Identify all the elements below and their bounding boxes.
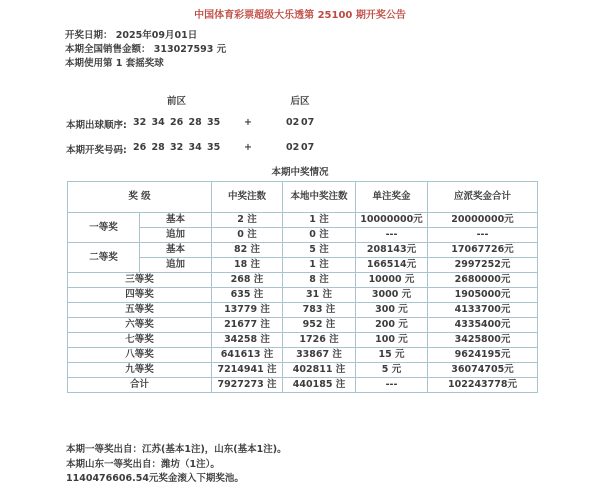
prize-level-cell: 九等奖	[68, 363, 212, 378]
single-prize-cell: 5 元	[356, 363, 428, 378]
local-count-cell: 31 注	[283, 288, 356, 303]
front-number: 28	[151, 142, 165, 153]
local-count-cell: 402811 注	[283, 363, 356, 378]
draw-result-row	[0, 142, 600, 154]
draw-order-back-numbers	[286, 117, 314, 128]
prize-level-cell: 七等奖	[68, 333, 212, 348]
front-number: 35	[207, 117, 221, 128]
single-prize-cell: ---	[356, 378, 428, 393]
back-number: 02	[286, 117, 300, 128]
count-cell: 268 注	[212, 273, 283, 288]
prize-level-cell: 六等奖	[68, 318, 212, 333]
total-prize-cell: ---	[428, 228, 538, 243]
total-prize-cell: 4133700元	[428, 303, 538, 318]
sales-amount-line: 本期全国销售金额： 313027593 元	[65, 44, 227, 55]
sub-type-cell: 追加	[140, 258, 212, 273]
local-count-cell: 0 注	[283, 228, 356, 243]
single-prize-cell: 3000 元	[356, 288, 428, 303]
count-cell: 82 注	[212, 243, 283, 258]
sub-type-cell: 基本	[140, 213, 212, 228]
prize-level-cell: 八等奖	[68, 348, 212, 363]
local-count-cell: 1726 注	[283, 333, 356, 348]
count-cell: 18 注	[212, 258, 283, 273]
table-row	[68, 273, 538, 288]
front-number: 26	[170, 117, 184, 128]
front-number: 28	[188, 117, 202, 128]
front-number: 34	[188, 142, 202, 153]
local-count-cell: 1 注	[283, 213, 356, 228]
total-prize-cell: 4335400元	[428, 318, 538, 333]
header-winning-count: 中奖注数	[212, 182, 283, 213]
back-number: 02	[286, 142, 300, 153]
front-number: 26	[133, 142, 147, 153]
header-total-prize: 应派奖金合计	[428, 182, 538, 213]
back-number: 07	[301, 117, 315, 128]
draw-order-label: 本期出球顺序:	[66, 120, 127, 131]
page-title: 中国体育彩票超级大乐透第 25100 期开奖公告	[194, 10, 406, 21]
count-cell: 7927273 注	[212, 378, 283, 393]
table-row	[68, 243, 538, 258]
header-single-prize: 单注奖金	[356, 182, 428, 213]
prize-level-cell: 四等奖	[68, 288, 212, 303]
back-zone-label: 后区	[290, 96, 310, 107]
table-row	[68, 288, 538, 303]
single-prize-cell: 166514元	[356, 258, 428, 273]
total-prize-cell: 3425800元	[428, 333, 538, 348]
header-local-winning-count: 本地中奖注数	[283, 182, 356, 213]
jackpot-rollover-line: 1140476606.54元奖金滚入下期奖池。	[66, 473, 244, 484]
prize-level-cell: 合计	[68, 378, 212, 393]
table-total-row	[68, 378, 538, 393]
draw-order-front-numbers	[133, 117, 220, 128]
sub-type-cell: 追加	[140, 228, 212, 243]
front-number: 34	[151, 117, 165, 128]
prize-level-cell: 三等奖	[68, 273, 212, 288]
table-row	[68, 348, 538, 363]
local-count-cell: 952 注	[283, 318, 356, 333]
draw-result-front-numbers	[133, 142, 220, 153]
table-row	[68, 363, 538, 378]
total-prize-cell: 102243778元	[428, 378, 538, 393]
draw-result-back-numbers	[286, 142, 314, 153]
count-cell: 7214941 注	[212, 363, 283, 378]
total-prize-cell: 36074705元	[428, 363, 538, 378]
back-number: 07	[301, 142, 315, 153]
total-prize-cell: 20000000元	[428, 213, 538, 228]
single-prize-cell: ---	[356, 228, 428, 243]
plus-separator: +	[244, 142, 252, 153]
local-count-cell: 783 注	[283, 303, 356, 318]
single-prize-cell: 300 元	[356, 303, 428, 318]
total-prize-cell: 1905000元	[428, 288, 538, 303]
draw-result-label: 本期开奖号码:	[66, 145, 127, 156]
local-count-cell: 33867 注	[283, 348, 356, 363]
ball-set-line: 本期使用第 1 套摇奖球	[65, 58, 164, 69]
local-count-cell: 5 注	[283, 243, 356, 258]
count-cell: 34258 注	[212, 333, 283, 348]
local-count-cell: 8 注	[283, 273, 356, 288]
prize-table-title: 本期中奖情况	[271, 167, 329, 178]
table-row	[68, 318, 538, 333]
first-prize-origin-line: 本期一等奖出自：江苏(基本1注)，山东(基本1注)。	[66, 444, 287, 455]
single-prize-cell: 10000000元	[356, 213, 428, 228]
front-zone-label: 前区	[166, 96, 186, 107]
local-count-cell: 1 注	[283, 258, 356, 273]
footer-notes	[66, 443, 287, 487]
prize-level-cell: 二等奖	[68, 243, 140, 273]
count-cell: 2 注	[212, 213, 283, 228]
single-prize-cell: 15 元	[356, 348, 428, 363]
draw-order-row	[0, 117, 600, 129]
total-prize-cell: 2997252元	[428, 258, 538, 273]
single-prize-cell: 100 元	[356, 333, 428, 348]
header-prize-level: 奖 级	[68, 182, 212, 213]
single-prize-cell: 208143元	[356, 243, 428, 258]
prize-level-cell: 五等奖	[68, 303, 212, 318]
draw-date-line: 开奖日期： 2025年09月01日	[65, 30, 198, 41]
plus-separator: +	[244, 117, 252, 128]
front-number: 32	[170, 142, 184, 153]
total-prize-cell: 17067726元	[428, 243, 538, 258]
sub-type-cell: 基本	[140, 243, 212, 258]
prize-table	[67, 181, 538, 393]
count-cell: 641613 注	[212, 348, 283, 363]
total-prize-cell: 9624195元	[428, 348, 538, 363]
table-row	[68, 333, 538, 348]
single-prize-cell: 10000 元	[356, 273, 428, 288]
table-row	[68, 303, 538, 318]
front-number: 32	[133, 117, 147, 128]
single-prize-cell: 200 元	[356, 318, 428, 333]
front-number: 35	[207, 142, 221, 153]
prize-level-cell: 一等奖	[68, 213, 140, 243]
local-count-cell: 440185 注	[283, 378, 356, 393]
count-cell: 21677 注	[212, 318, 283, 333]
count-cell: 13779 注	[212, 303, 283, 318]
total-prize-cell: 2680000元	[428, 273, 538, 288]
table-header-row	[68, 182, 538, 213]
draw-info-block	[65, 29, 226, 71]
count-cell: 635 注	[212, 288, 283, 303]
count-cell: 0 注	[212, 228, 283, 243]
table-row	[68, 213, 538, 228]
shandong-prize-origin-line: 本期山东一等奖出自：潍坊（1注）。	[66, 458, 220, 470]
